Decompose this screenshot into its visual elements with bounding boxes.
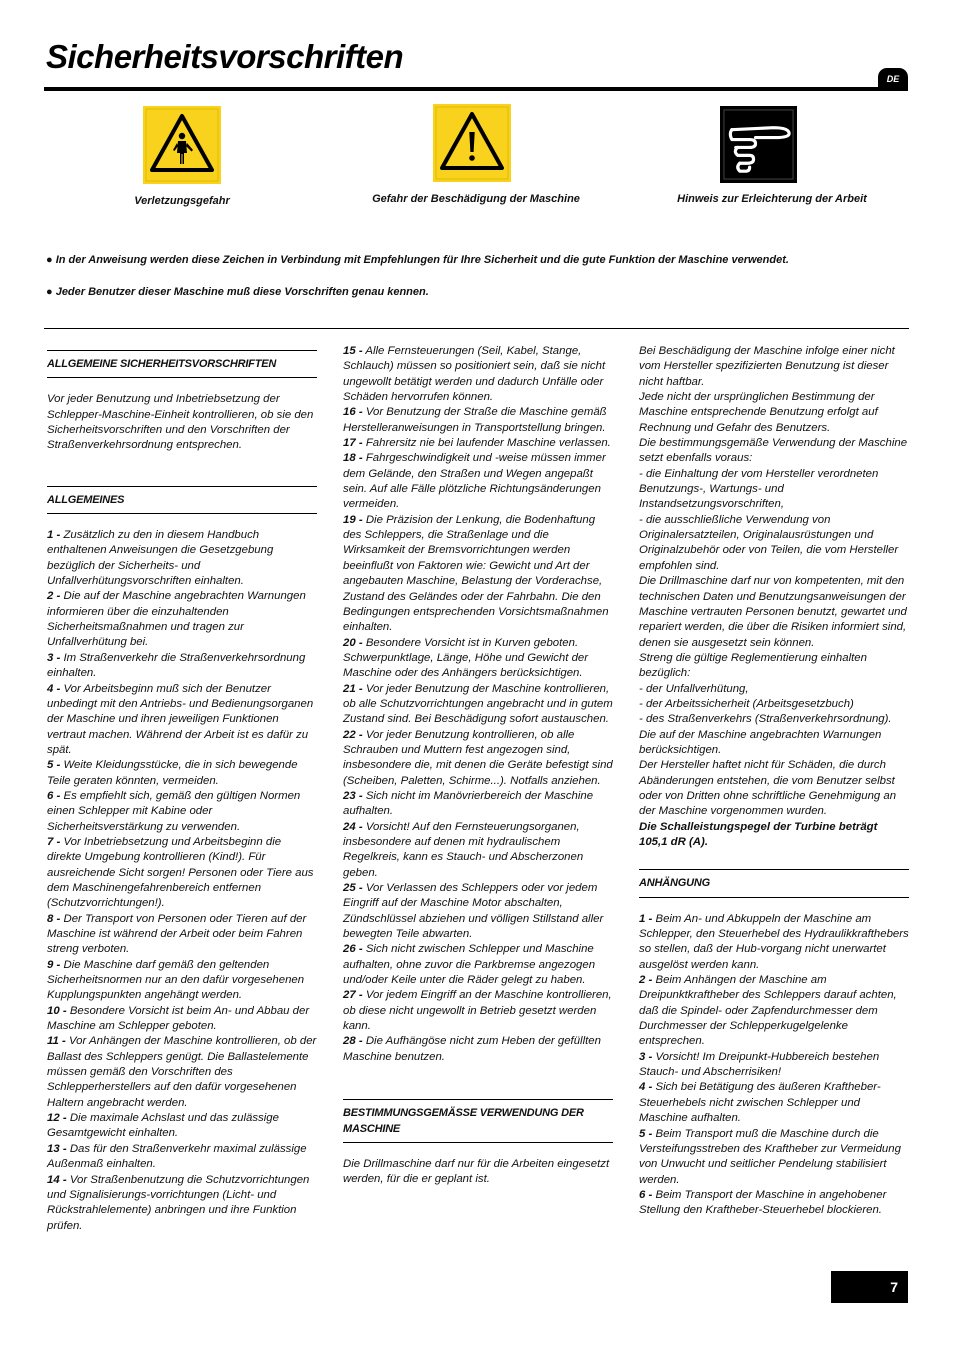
column-right bbox=[639, 344, 909, 1219]
page-number: 7 bbox=[831, 1271, 908, 1303]
list-item: 26 - Sich nicht zwischen Schlepper und Maschine aufhalten, ohne zuvor die Parkbremse angezogen und/oder Keile unter die Räder gelegt zu haben. bbox=[343, 943, 596, 987]
paragraph: Der Hersteller haftet nicht für Schäden, die durch Abänderungen entstehen, die vom Benutzer selbst oder von Dritten ohne schriftliche Genehmigung an der Maschine vorgenommen wurden. bbox=[639, 759, 897, 818]
list-item: 5 - Weite Kleidungsstücke, die in sich bewegende Teile geraten könnten, vermeiden. bbox=[47, 759, 298, 787]
list-item: 10 - Besondere Vorsicht ist beim An- und Abbau der Maschine am Schlepper geboten. bbox=[47, 1004, 310, 1033]
list-item: 21 - Vor jeder Benutzung der Maschine kontrollieren, ob alle Schutzvorrichtungen angebracht und in gutem Zustand sind. Bei Beschädigung sofort austauschen. bbox=[343, 682, 613, 726]
list-item: 14 - Vor Straßenbenutzung die Schutzvorrichtungen und Signalisierungs-vorrichtungen (Licht- und Rückstrahlelemente) anbringen und ihre Funktion prüfen. bbox=[47, 1173, 310, 1232]
paragraph: Die Drillmaschine darf nur von kompetenten, mit den technischen Daten und Benutzungsanweisungen der Maschine vertrauten Personen benutzt, gewartet und repariert werden, die über die Risiken informiert sind, denen sie ausgesetzt sein können. bbox=[639, 575, 907, 649]
column-middle bbox=[343, 344, 613, 1188]
list-item: 15 - Alle Fernsteuerungen (Seil, Kabel, Stange, Schlauch) müssen so positioniert sein, daß sie nicht ungewollt betätigt werden und dadurch Unfälle oder Schäden hervorrufen können. bbox=[343, 345, 606, 404]
intended-use-text: Die Drillmaschine darf nur für die Arbeiten eingesetzt werden, für die er geplant ist. bbox=[343, 1157, 610, 1186]
paragraph: - die Einhaltung der vom Hersteller verordneten Benutzungs-, Wartungs- und Instandsetzungsvorschriften, bbox=[639, 467, 879, 511]
list-item: 1 - Zusätzlich zu den in diesem Handbuch enthaltenen Anweisungen die Gesetzgebung bezüglich der Sicherheits- und Unfallverhütungsvorschriften einhalten. bbox=[47, 529, 274, 588]
exclamation-warning-icon bbox=[433, 104, 511, 182]
list-item: 3 - Vorsicht! Im Dreipunkt-Hubbereich bestehen Stauch- und Abscherrisiken! bbox=[639, 1050, 880, 1079]
list-item: 9 - Die Maschine darf gemäß den geltenden Sicherheitsnormen nur an den dafür vorgesehenen Kupplungspunkten angehängt werden. bbox=[47, 958, 305, 1002]
section-divider bbox=[44, 328, 909, 329]
paragraph: Bei Beschädigung der Maschine infolge einer nicht vom Hersteller spezifizierten Benutzung ist dieser nicht haftbar. bbox=[639, 345, 895, 388]
list-item: 3 - Im Straßenverkehr die Straßenverkehrsordnung einhalten. bbox=[47, 651, 306, 680]
general-intro-text: Vor jeder Benutzung und Inbetriebsetzung der Schlepper-Maschine-Einheit kontrollieren, ob sie den Sicherheitsvorschriften und den Vorschriften der Straßenverkehrsordnung entsprechen. bbox=[47, 393, 314, 452]
paragraph: Jede nicht der ursprünglichen Bestimmung der Maschine entsprechende Benutzung erfolgt auf Rechnung und Gefahr des Benutzers. bbox=[639, 391, 878, 434]
list-item: 16 - Vor Benutzung der Straße die Maschine gemäß Herstelleranweisungen in Transportstellung bringen. bbox=[343, 406, 607, 434]
paragraph: - der Arbeitssicherheit (Arbeitsgesetzbuch) bbox=[639, 697, 854, 710]
list-item: 20 - Besondere Vorsicht ist in Kurven geboten. Schwerpunktlage, Länge, Höhe und Gewicht der Maschine oder des Anhängers berücksichtigen. bbox=[343, 636, 589, 680]
paragraph: Streng die gültige Reglementierung einhalten bezüglich: bbox=[639, 651, 867, 680]
caption-injury: Verletzungsgefahr bbox=[134, 195, 230, 207]
heading-general: ALLGEMEINES bbox=[47, 486, 317, 514]
page-title: Sicherheitsvorschriften bbox=[46, 38, 404, 75]
list-item: 18 - Fahrgeschwindigkeit und -weise müssen immer dem Gelände, den Straßen und Wegen angepaßt sein. Auf alle Fälle plötzliche Richtungsänderungen vermeiden. bbox=[343, 452, 606, 511]
paragraph: - der Unfallverhütung, bbox=[639, 682, 749, 695]
language-badge: DE bbox=[878, 68, 908, 90]
list-item: 13 - Das für den Straßenverkehr maximal zulässige Außenmaß einhalten. bbox=[47, 1142, 307, 1171]
list-item: 2 - Die auf der Maschine angebrachten Warnungen informieren über die einzuhaltenden Sicherheitsmaßnahmen und tragen zur Unfallverhütung bei. bbox=[47, 590, 306, 649]
paragraph: - des Straßenverkehrs (Straßenverkehrsordnung). bbox=[639, 713, 892, 726]
heading-intended-use: BESTIMMUNGSGEMÄSSE VERWENDUNG DER MASCHINE bbox=[343, 1099, 613, 1143]
heading-hitching: ANHÄNGUNG bbox=[639, 869, 909, 897]
noise-level-text: Die Schalleistungspegel der Turbine beträgt 105,1 dR (A). bbox=[639, 820, 878, 848]
caption-machine-damage: Gefahr der Beschädigung der Maschine bbox=[372, 193, 580, 205]
list-item: 23 - Sich nicht im Manövrierbereich der Maschine aufhalten. bbox=[343, 789, 594, 818]
list-item: 24 - Vorsicht! Auf den Fernsteuerungsorganen, insbesondere auf denen mit hydraulischem Regelkreis, kann es Stauch- und Abscherzonen geben. bbox=[343, 820, 584, 879]
list-item: 6 - Es empfiehlt sich, gemäß den gültigen Normen einen Schlepper mit Kabine oder Sicherheitsverstärkung zu verwenden. bbox=[47, 789, 301, 833]
list-item: 4 - Vor Arbeitsbeginn muß sich der Benutzer unbedingt mit den Antriebs- und Bedienungsorganen der Maschine und ihren jeweiligen Funktionen vertraut machen. Während der Arbeit ist es dafür zu spät. bbox=[47, 682, 314, 756]
list-item: 17 - Fahrersitz nie bei laufender Maschine verlassen. bbox=[343, 437, 611, 450]
list-item: 8 - Der Transport von Personen oder Tieren auf der Maschine ist während der Arbeit oder beim Fahren streng verboten. bbox=[47, 912, 307, 956]
list-item: 25 - Vor Verlassen des Schleppers oder vor jedem Eingriff auf der Maschine Motor abschalten, Zündschlüssel abziehen und völligen Stillstand aller bewegten Teile abwarten. bbox=[343, 882, 604, 941]
pointing-hand-icon bbox=[720, 106, 797, 183]
caption-work-hint: Hinweis zur Erleichterung der Arbeit bbox=[677, 193, 867, 205]
list-item: 2 - Beim Anhängen der Maschine am Dreipunktkraftheber des Schleppers darauf achten, daß die Spindel- oder Zapfendurchmesser dem Durchmesser der Schlepperkugelgelenke entsprechen. bbox=[639, 974, 897, 1048]
person-injury-warning-icon bbox=[143, 106, 221, 184]
list-item: 11 - Vor Anhängen der Maschine kontrollieren, ob der Ballast des Schleppers genügt. Die Ballastelemente müssen gemäß den Vorschriften des Schlepperherstellers auf den dafür vorgesehenen Haltern angebracht werden. bbox=[47, 1035, 317, 1109]
list-item: 5 - Beim Transport muß die Maschine durch die Versteifungsstreben des Kraftheber zur Vermeidung von Unwucht und seitlicher Pendelung stabilisiert werden. bbox=[639, 1127, 901, 1186]
list-item: 12 - Die maximale Achslast und das zulässige Gesamtgewicht einhalten. bbox=[47, 1112, 279, 1140]
list-item: 7 - Vor Inbetriebsetzung und Arbeitsbeginn die direkte Umgebung kontrollieren (Kind!). Für ausreichende Sicht sorgen! Personen oder Tiere aus dem Maschinengefahrenbereich entfernen (Schutzvorrichtungen!). bbox=[47, 835, 314, 910]
list-item: 22 - Vor jeder Benutzung kontrollieren, ob alle Schrauben und Muttern fest angezogen sind, insbesondere die, mit denen die Geräte befestigt sind (Scheiben, Paletten, Schirme...). Notfalls anziehen. bbox=[343, 728, 613, 787]
list-item: 4 - Sich bei Betätigung des äußeren Kraftheber-Steuerhebels nicht zwischen Schlepper und Maschine aufhalten. bbox=[639, 1081, 881, 1125]
intro-bullet-users: ● Jeder Benutzer dieser Maschine muß diese Vorschriften genau kennen. bbox=[46, 286, 429, 298]
paragraph: - die ausschließliche Verwendung von Originalersatzteilen, Originalausrüstungen und Originalzubehör oder von Teilen, die vom Hersteller empfohlen sind. bbox=[639, 513, 899, 572]
list-item: 1 - Beim An- und Abkuppeln der Maschine am Schlepper, den Steuerhebel des Hydraulikkrafthebers so stellen, daß der Hub-vorgang nicht unerwartet ausgelöst werden kann. bbox=[639, 912, 909, 971]
list-item: 27 - Vor jedem Eingriff an der Maschine kontrollieren, ob diese nicht ungewollt in Betrieb gesetzt werden kann. bbox=[343, 989, 612, 1033]
paragraph: Die auf der Maschine angebrachten Warnungen berücksichtigen. bbox=[639, 728, 882, 756]
intro-bullet-symbols: ● In der Anweisung werden diese Zeichen in Verbindung mit Empfehlungen für Ihre Sicherheit und die gute Funktion der Maschine verwendet. bbox=[46, 254, 789, 266]
list-item: 28 - Die Aufhängöse nicht zum Heben der gefüllten Maschine benutzen. bbox=[343, 1035, 601, 1063]
heading-general-safety: ALLGEMEINE SICHERHEITSVORSCHRIFTEN bbox=[47, 350, 317, 378]
list-item: 6 - Beim Transport der Maschine in angehobener Stellung den Kraftheber-Steuerhebel blockieren. bbox=[639, 1188, 887, 1217]
column-left bbox=[47, 350, 317, 1234]
list-item: 19 - Die Präzision der Lenkung, die Bodenhaftung des Schleppers, die Straßenlage und die Wirksamkeit der Bremsvorrichtungen werden beeinflußt von Faktoren wie: Gewicht und Art der angebauten Maschine, Belastung der Vorderachse, Zustand des Geländes oder der Fahrbahn. Die den Bedingungen entsprechenden Vorsichtsmaßnahmen einhalten. bbox=[343, 513, 609, 634]
title-rule bbox=[44, 87, 908, 91]
paragraph: Die bestimmungsgemäße Verwendung der Maschine setzt ebenfalls voraus: bbox=[639, 437, 908, 465]
